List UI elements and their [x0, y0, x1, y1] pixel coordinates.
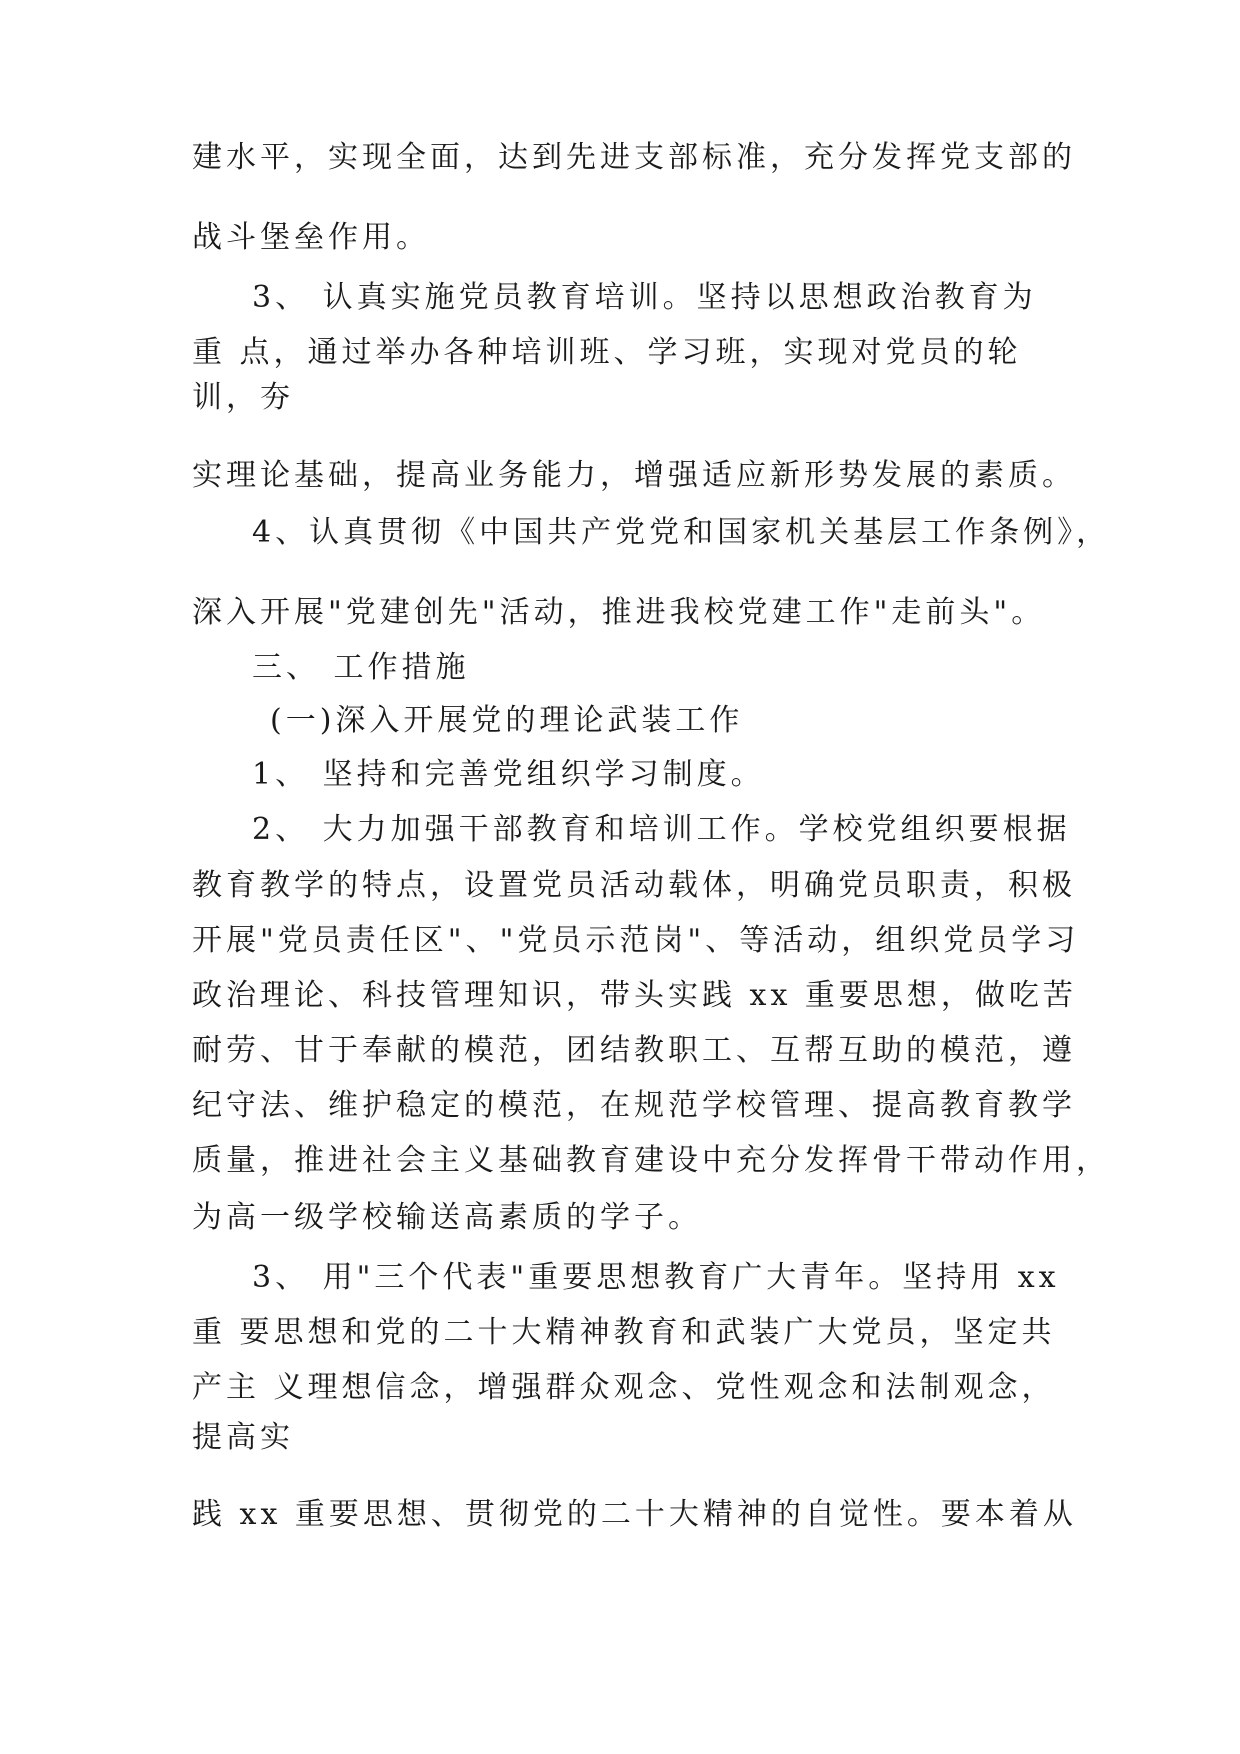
subsection-heading: (一)深入开展党的理论武装工作: [270, 703, 744, 738]
text-line-20: 3、 用"三个代表"重要思想教育广大青年。坚持用 xx: [252, 1260, 1060, 1295]
text-line-24: 践 xx 重要思想、贯彻党的二十大精神的自觉性。要本着从: [192, 1497, 1077, 1532]
text-line-7: 4、认真贯彻《中国共产党党和国家机关基层工作条例》，: [252, 515, 1111, 550]
text-line-2: 战斗堡垒作用。: [192, 220, 430, 255]
text-line-14: 开展"党员责任区"、"党员示范岗"、等活动，组织党员学习: [192, 923, 1080, 958]
text-line-12: 2、 大力加强干部教育和培训工作。学校党组织要根据: [252, 812, 1071, 847]
text-line-21: 重 要思想和党的二十大精神教育和武装广大党员，坚定共: [192, 1315, 1056, 1350]
text-line-23: 提高实: [192, 1420, 294, 1455]
text-line-19: 为高一级学校输送高素质的学子。: [192, 1200, 702, 1235]
text-line-11: 1、 坚持和完善党组织学习制度。: [252, 757, 765, 792]
text-line-1: 建水平，实现全面，达到先进支部标准，充分发挥党支部的: [192, 140, 1076, 175]
text-line-18: 质量，推进社会主义基础教育建设中充分发挥骨干带动作用，: [192, 1143, 1110, 1178]
text-line-22: 产主 义理想信念，增强群众观念、党性观念和法制观念，: [192, 1370, 1056, 1405]
text-line-8: 深入开展"党建创先"活动，推进我校党建工作"走前头"。: [192, 595, 1046, 630]
text-line-4: 重 点，通过举办各种培训班、学习班，实现对党员的轮: [192, 335, 1022, 370]
text-line-6: 实理论基础，提高业务能力，增强适应新形势发展的素质。: [192, 458, 1076, 493]
text-line-3: 3、 认真实施党员教育培训。坚持以思想政治教育为: [252, 280, 1037, 315]
text-line-17: 纪守法、维护稳定的模范，在规范学校管理、提高教育教学: [192, 1088, 1076, 1123]
section-heading: 三、 工作措施: [252, 650, 470, 685]
text-line-16: 耐劳、甘于奉献的模范，团结教职工、互帮互助的模范，遵: [192, 1033, 1076, 1068]
text-line-13: 教育教学的特点，设置党员活动载体，明确党员职责，积极: [192, 868, 1076, 903]
text-line-15: 政治理论、科技管理知识，带头实践 xx 重要思想，做吃苦: [192, 978, 1077, 1013]
text-line-5: 训，夯: [192, 380, 294, 415]
